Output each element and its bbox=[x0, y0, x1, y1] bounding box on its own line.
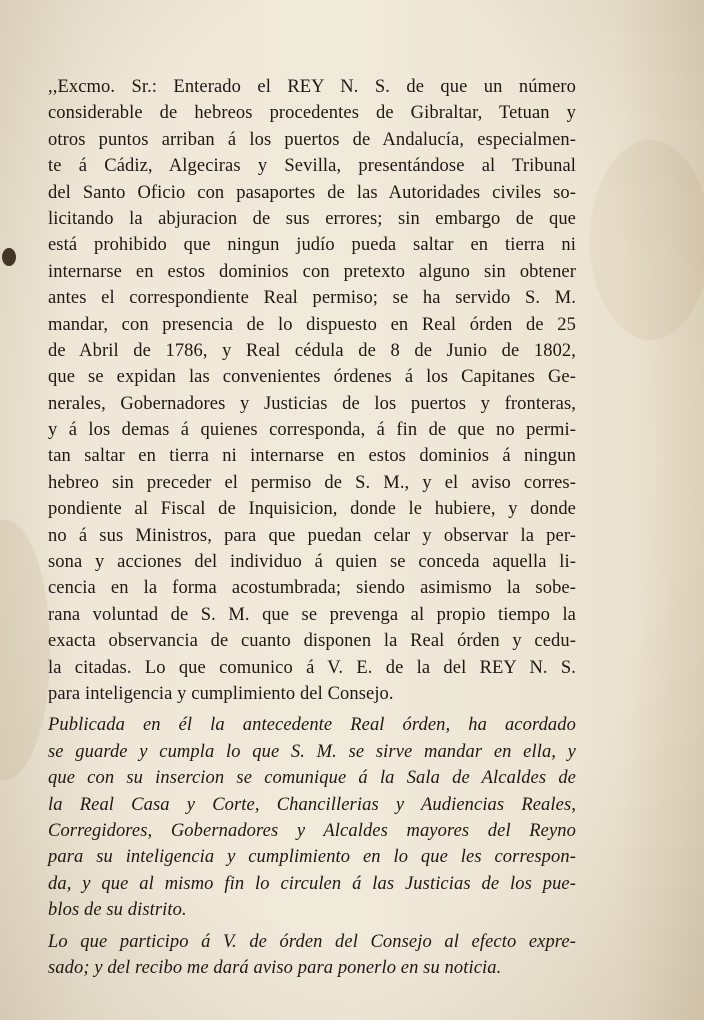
text-line: no á sus Ministros, para que puedan celar y observar la per- bbox=[48, 525, 576, 546]
text-line: ,,Excmo. Sr.: Enterado el REY N. S. de que un número bbox=[48, 77, 576, 97]
text-line: considerable de hebreos procedentes de Gibraltar, Tetuan y bbox=[48, 103, 576, 124]
text-line: Publicada en él la antecedente Real órden, ha acordado bbox=[48, 715, 576, 736]
text-line: mandar, con presencia de lo dispuesto en Real órden de 25 bbox=[48, 314, 576, 335]
document-text bbox=[48, 74, 576, 981]
text-line: pondiente al Fiscal de Inquisicion, donde le hubiere, y donde bbox=[48, 499, 576, 520]
paragraph bbox=[48, 929, 576, 982]
paper-stain bbox=[2, 248, 16, 266]
text-line: Lo que participo á V. de órden del Consejo al efecto expre- bbox=[48, 931, 576, 952]
text-line: del Santo Oficio con pasaportes de las Autoridades civiles so- bbox=[48, 182, 576, 203]
text-line: sado; y del recibo me dará aviso para ponerlo en su noticia. bbox=[48, 957, 502, 978]
paper-stain bbox=[590, 140, 704, 340]
text-line: te á Cádiz, Algeciras y Sevilla, presentándose al Tribunal bbox=[48, 156, 576, 177]
text-line: exacta observancia de cuanto disponen la Real órden y cedu- bbox=[48, 631, 576, 652]
text-line: nerales, Gobernadores y Justicias de los puertos y fronteras, bbox=[48, 393, 576, 414]
text-line: para su inteligencia y cumplimiento en lo que les correspon- bbox=[48, 847, 576, 868]
text-line: otros puntos arriban á los puertos de Andalucía, especialmen- bbox=[48, 129, 576, 150]
text-line: internarse en estos dominios con pretexto alguno sin obtener bbox=[48, 261, 576, 282]
text-line: blos de su distrito. bbox=[48, 900, 187, 921]
text-line: licitando la abjuracion de sus errores; sin embargo de que bbox=[48, 208, 576, 229]
text-line: y á los demas á quienes corresponda, á fin de que no permi- bbox=[48, 420, 576, 441]
text-line: que se expidan las convenientes órdenes á los Capitanes Ge- bbox=[48, 367, 576, 388]
text-line: tan saltar en tierra ni internarse en estos dominios á ningun bbox=[48, 446, 576, 467]
text-line: la Real Casa y Corte, Chancillerias y Audiencias Reales, bbox=[48, 794, 576, 815]
text-line: Corregidores, Gobernadores y Alcaldes mayores del Reyno bbox=[48, 820, 576, 841]
paragraph bbox=[48, 712, 576, 923]
text-line: está prohibido que ningun judío pueda saltar en tierra ni bbox=[48, 235, 576, 256]
text-line: de Abril de 1786, y Real cédula de 8 de Junio de 1802, bbox=[48, 340, 576, 361]
text-line: la citadas. Lo que comunico á V. E. de la del REY N. S. bbox=[48, 657, 576, 678]
text-line: se guarde y cumpla lo que S. M. se sirve mandar en ella, y bbox=[48, 741, 576, 762]
paragraph bbox=[48, 74, 576, 707]
text-line: hebreo sin preceder el permiso de S. M., y el aviso corres- bbox=[48, 472, 576, 493]
text-line: para inteligencia y cumplimiento del Consejo. bbox=[48, 683, 394, 704]
text-line: rana voluntad de S. M. que se prevenga al propio tiempo la bbox=[48, 604, 576, 625]
text-line: cencia en la forma acostumbrada; siendo asimismo la sobe- bbox=[48, 578, 576, 599]
text-line: sona y acciones del individuo á quien se conceda aquella li- bbox=[48, 552, 576, 573]
text-line: que con su insercion se comunique á la Sala de Alcaldes de bbox=[48, 768, 576, 789]
paper-stain bbox=[0, 520, 50, 780]
text-line: da, y que al mismo fin lo circulen á las Justicias de los pue- bbox=[48, 873, 576, 894]
text-line: antes el correspondiente Real permiso; se ha servido S. M. bbox=[48, 288, 576, 309]
